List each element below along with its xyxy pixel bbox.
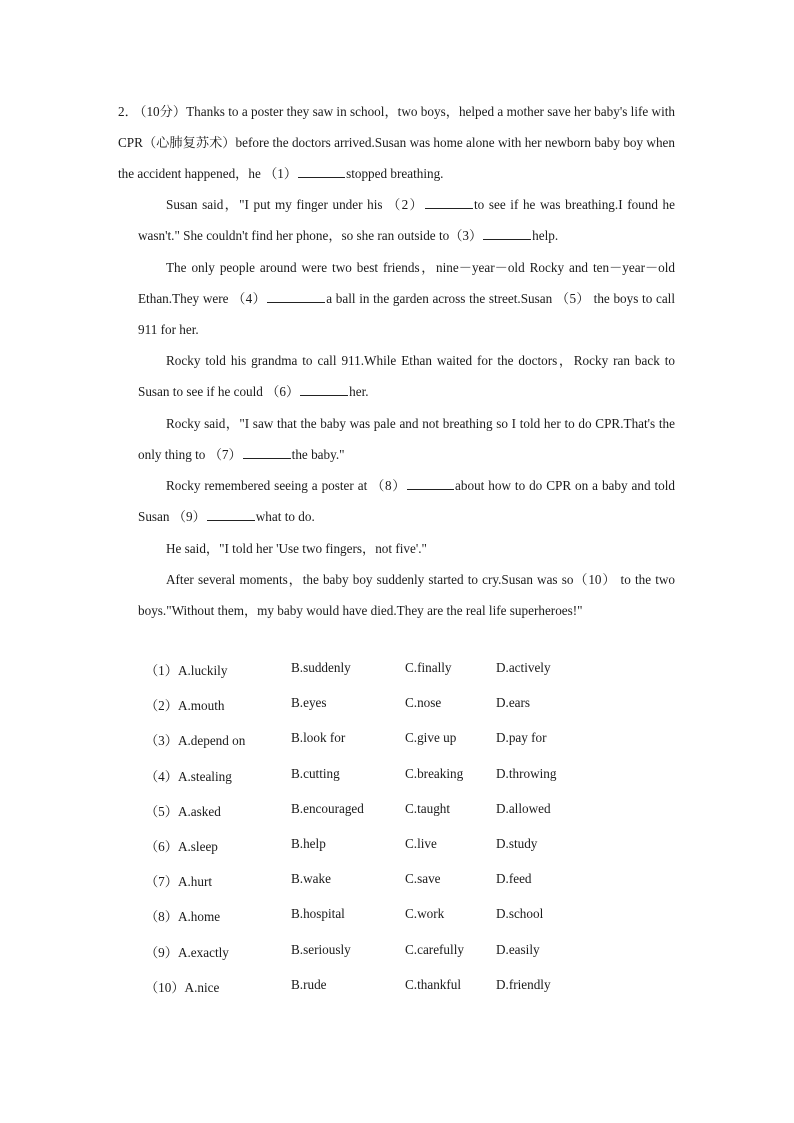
option-c: C.carefully xyxy=(405,941,464,957)
option-d: D.pay for xyxy=(496,730,547,746)
option-b: B.help xyxy=(291,835,326,851)
option-d: D.feed xyxy=(496,871,532,887)
paragraph-text: what to do. xyxy=(255,509,315,525)
option-c: C.live xyxy=(405,835,437,851)
option-a: （3）A.depend on xyxy=(145,733,246,749)
option-b: B.eyes xyxy=(291,695,327,711)
option-d: D.study xyxy=(496,835,538,851)
option-c: C.save xyxy=(405,871,441,887)
option-b: B.hospital xyxy=(291,906,345,922)
option-c: C.give up xyxy=(405,730,457,746)
option-a: （7）A.hurt xyxy=(145,874,213,890)
option-a: （9）A.exactly xyxy=(145,944,229,960)
paragraph-8 xyxy=(138,564,675,626)
option-c: C.finally xyxy=(405,660,452,675)
paragraph-text: about how to do CPR on a baby and told Susan （9） xyxy=(138,478,675,525)
option-b: B.wake xyxy=(291,871,331,887)
paragraph-text: help. xyxy=(532,228,559,244)
blank-9 xyxy=(207,506,255,521)
option-a: （6）A.sleep xyxy=(145,838,218,854)
option-d: D.throwing xyxy=(496,765,557,781)
paragraph-text: Thanks to a poster they saw in school，two boys，helped a mother save her baby's life with CPR（心肺复苏术）before the doctors arrived.Susan was home alone with her newborn baby boy when the accident happened，he （1） xyxy=(118,104,675,182)
option-c: C.thankful xyxy=(405,976,462,992)
option-c: C.nose xyxy=(405,695,442,711)
option-a: （4）A.stealing xyxy=(145,768,232,784)
blank-1 xyxy=(298,163,345,178)
option-b: B.encouraged xyxy=(291,800,364,816)
option-d: D.school xyxy=(496,906,544,922)
option-d: D.ears xyxy=(496,695,531,711)
blank-6 xyxy=(300,381,348,396)
paragraph-text: Rocky said，"I saw that the baby was pale and not breathing so I told her to do CPR.That's the only thing to （7） xyxy=(138,416,675,463)
option-b: B.suddenly xyxy=(291,660,351,675)
option-d: D.friendly xyxy=(496,976,551,992)
paragraph-text: He said，"I told her 'Use two fingers，not five'." xyxy=(166,541,427,556)
option-b: B.cutting xyxy=(291,765,340,781)
option-b: B.look for xyxy=(291,730,346,746)
blank-4 xyxy=(267,288,325,303)
option-d: D.easily xyxy=(496,941,540,957)
option-c: C.taught xyxy=(405,800,451,816)
paragraph-text: Rocky told his grandma to call 911.While Ethan waited for the doctors，Rocky ran back to Susan to see if he could （6） xyxy=(138,353,675,400)
option-a: （1）A.luckily xyxy=(145,663,228,678)
paragraph-text: to see if he was breathing.I found he wasn't." She couldn't find her phone，so she ran outside to（3） xyxy=(138,197,676,244)
paragraph-3 xyxy=(138,252,675,346)
option-a: （5）A.asked xyxy=(145,803,221,819)
paragraph-1 xyxy=(118,96,675,190)
paragraph-text: The only people around were two best friends，nine－year－old Rocky and ten－year－old Ethan.They were （4） xyxy=(138,260,675,307)
option-b: B.seriously xyxy=(291,941,351,957)
option-d: D.allowed xyxy=(496,800,551,816)
blank-8 xyxy=(407,475,454,490)
question-number: 2． xyxy=(118,104,138,119)
paragraph-text: Rocky remembered seeing a poster at （8） xyxy=(166,478,407,493)
paragraph-text: the baby." xyxy=(291,447,345,463)
paragraph-5 xyxy=(138,408,675,470)
option-b: B.rude xyxy=(291,976,327,992)
paragraph-6 xyxy=(138,470,675,532)
option-c: C.breaking xyxy=(405,765,464,781)
paragraph-text: Susan said，"I put my finger under his （2） xyxy=(166,197,424,212)
option-a: （10）A.nice xyxy=(145,979,220,995)
blank-7 xyxy=(243,444,291,459)
paragraph-4 xyxy=(138,345,675,407)
paragraph-7 xyxy=(138,533,675,564)
option-a: （8）A.home xyxy=(145,909,221,925)
paragraph-text: a ball in the garden across the street.Susan （5） the boys to call 911 for her. xyxy=(138,291,675,338)
blank-2 xyxy=(425,194,473,209)
blank-3 xyxy=(483,225,531,240)
paragraph-text: her. xyxy=(349,384,369,400)
option-a: （2）A.mouth xyxy=(145,698,225,714)
paragraph-text: After several moments，the baby boy suddenly started to cry.Susan was so（10） to the two boys."Without them，my baby would have died.They are the real life superheroes!" xyxy=(138,572,675,619)
option-c: C.work xyxy=(405,906,445,922)
paragraph-text: stopped breathing. xyxy=(346,166,444,182)
paragraph-2 xyxy=(138,189,675,251)
option-d: D.actively xyxy=(496,660,551,675)
question-points: （10分） xyxy=(139,104,187,119)
